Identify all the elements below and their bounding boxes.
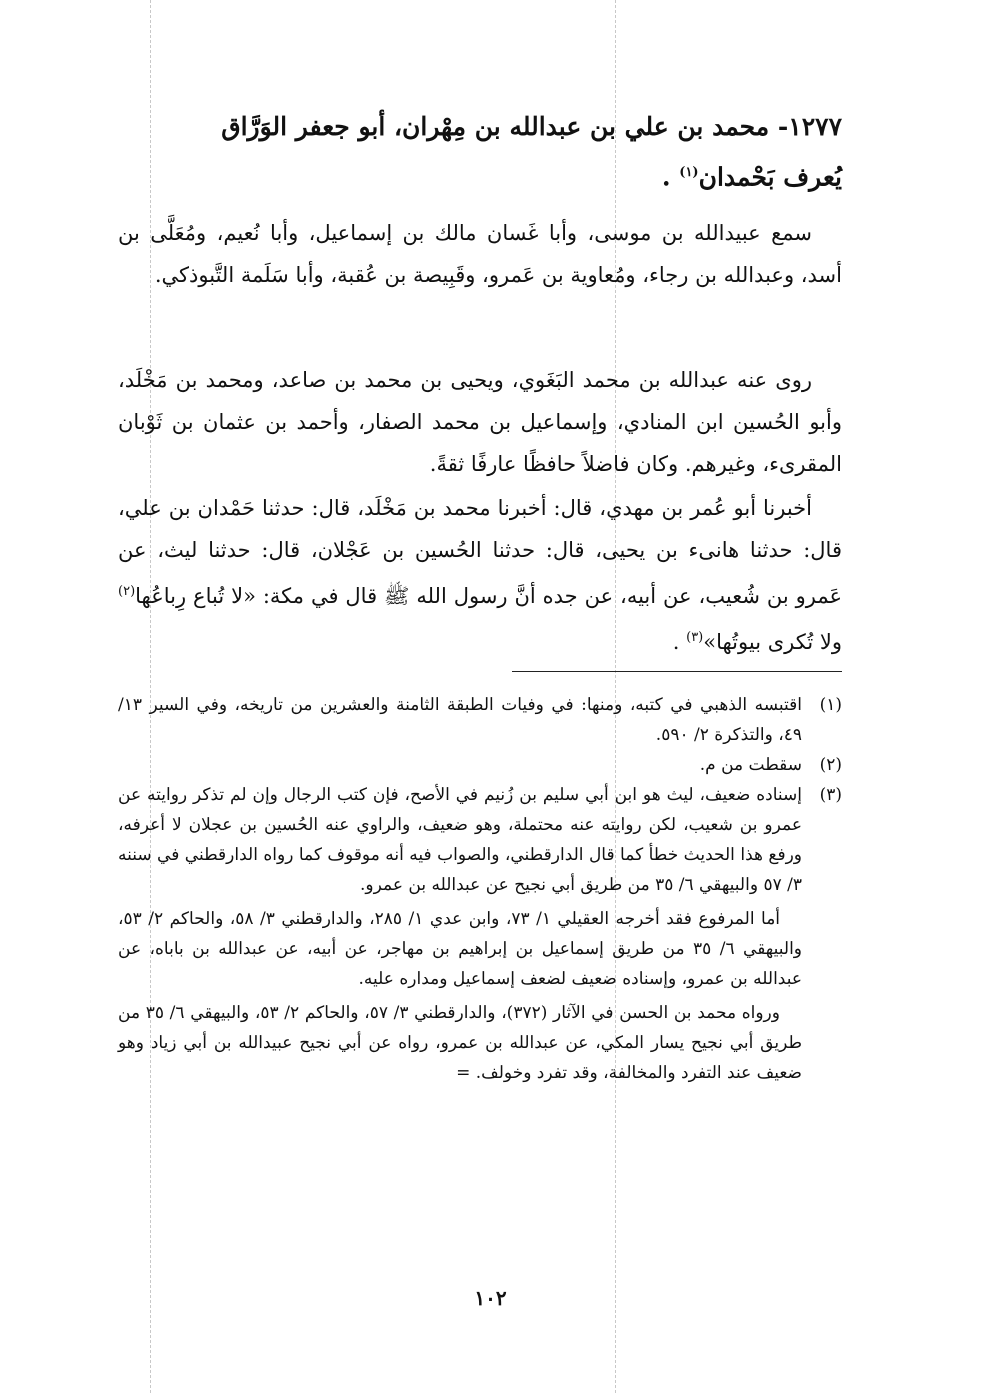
entry-title-line1: ١٢٧٧- محمد بن علي بن عبدالله بن مِهْران، أبو جعفر الوَرَّاق bbox=[221, 112, 842, 141]
footnote-number: (٣) bbox=[819, 785, 842, 805]
footnote-ref-2: (٢) bbox=[118, 584, 136, 599]
paragraph-students: روى عنه عبدالله بن محمد البَغَوي، ويحيى بن محمد بن صاعد، ومحمد بن مَخْلَد، وأبو الحُسين ابن المنادي، وإسماعيل بن محمد الصفار، وأحمد بن عثمان بن ثَوْبان المقرىء، وغيرهم. وكان فاضلاً حافظًا عارفًا ثقةً. bbox=[118, 368, 842, 476]
footnote-text: اقتبسه الذهبي في كتبه، ومنها: في وفيات الطبقة الثامنة والعشرين من تاريخه، وفي السير ١٣/ ٤٩، والتذكرة ٢/ ٥٩٠. bbox=[118, 695, 803, 745]
footnote-ref-1: (١) bbox=[679, 165, 699, 180]
footnote-divider bbox=[512, 671, 842, 672]
footnote-3-paragraph-2: أما المرفوع فقد أخرجه العقيلي ١/ ٧٣، وابن عدي ١/ ٢٨٥، والدارقطني ٣/ ٥٨، والحاكم ٢/ ٥٣، والبيهقي ٦/ ٣٥ من طريق إسماعيل بن إبراهيم بن مهاجر، عن أبيه، عن عبدالله بن باباه، عن عبدالله بن عمرو، وإسناده ضعيف لضعف إسماعيل ومداره عليه. bbox=[118, 909, 803, 989]
entry-title-line2 bbox=[118, 150, 842, 200]
footnote-number: (١) bbox=[819, 695, 842, 715]
footnotes bbox=[118, 690, 842, 1088]
entry-title-name: يُعرف بَحْمدان bbox=[698, 162, 842, 192]
footnote-text: سقطت من م. bbox=[699, 755, 802, 775]
hadith-text: أخبرنا أبو عُمر بن مهدي، قال: أخبرنا محمد بن مَخْلَد، قال: حدثنا حَمْدان بن علي، قال: حدثنا هانىء بن يحيى، قال: حدثنا الحُسين بن عَجْلان، قال: حدثنا ليث، عن عَمرو بن شُعيب، عن أبيه، عن جده أنَّ رسول الله ﷺ قال في مكة: «لا تُباع رِباعُها bbox=[118, 496, 842, 608]
footnote-3 bbox=[118, 780, 842, 900]
footnote-text: إسناده ضعيف، ليث هو ابن أبي سليم بن زُنيم في الأصح، فإن كتب الرجال وإن لم تذكر روايته عن عمرو بن شعيب، لكن روايته عنه محتملة، وهو ضعيف، والراوي عنه الحُسين بن عجلان لا أعرفه، ورفع هذا الحديث خطأ كما قال الدارقطني، والصواب فيه أنه موقوف كما رواه الدارقطني في سننه ٣/ ٥٧ والبيهقي ٦/ ٣٥ من طريق أبي نجيح عن عبدالله بن عمرو. bbox=[118, 785, 802, 895]
footnote-3-paragraph-3: ورواه محمد بن الحسن في الآثار (٣٧٢)، والدارقطني ٣/ ٥٧، والحاكم ٢/ ٥٣، والبيهقي ٦/ ٣٥ من طريق أبي نجيح يسار المكي، عن عبدالله بن عمرو، رواه عن أبي نجيح عبيدالله بن أبي زياد وهو ضعيف عند التفرد والمخالفة، وقد تفرد وخولف. = bbox=[118, 1003, 802, 1083]
footnote-1 bbox=[118, 690, 842, 750]
hadith-text-end: ولا تُكرى بيوتُها» bbox=[703, 630, 842, 654]
hadith-period: . bbox=[672, 630, 687, 654]
page-number: ١٠٢ bbox=[474, 1286, 507, 1310]
paragraph-teachers: سمع عبيدالله بن موسى، وأبا غَسان مالك بن إسماعيل، وأبا نُعيم، ومُعَلَّى بن أسد، وعبدالله بن رجاء، ومُعاوية بن عَمرو، وقَبِيصة بن عُقبة، وأبا سَلَمة التَّبوذكي. bbox=[118, 221, 842, 287]
footnote-ref-3: (٣) bbox=[686, 630, 704, 645]
footnote-number: (٢) bbox=[819, 755, 842, 775]
entry-heading bbox=[118, 104, 842, 200]
entry-title-end: . bbox=[661, 162, 680, 192]
paragraph-hadith bbox=[118, 487, 842, 663]
footnote-2 bbox=[118, 750, 842, 780]
